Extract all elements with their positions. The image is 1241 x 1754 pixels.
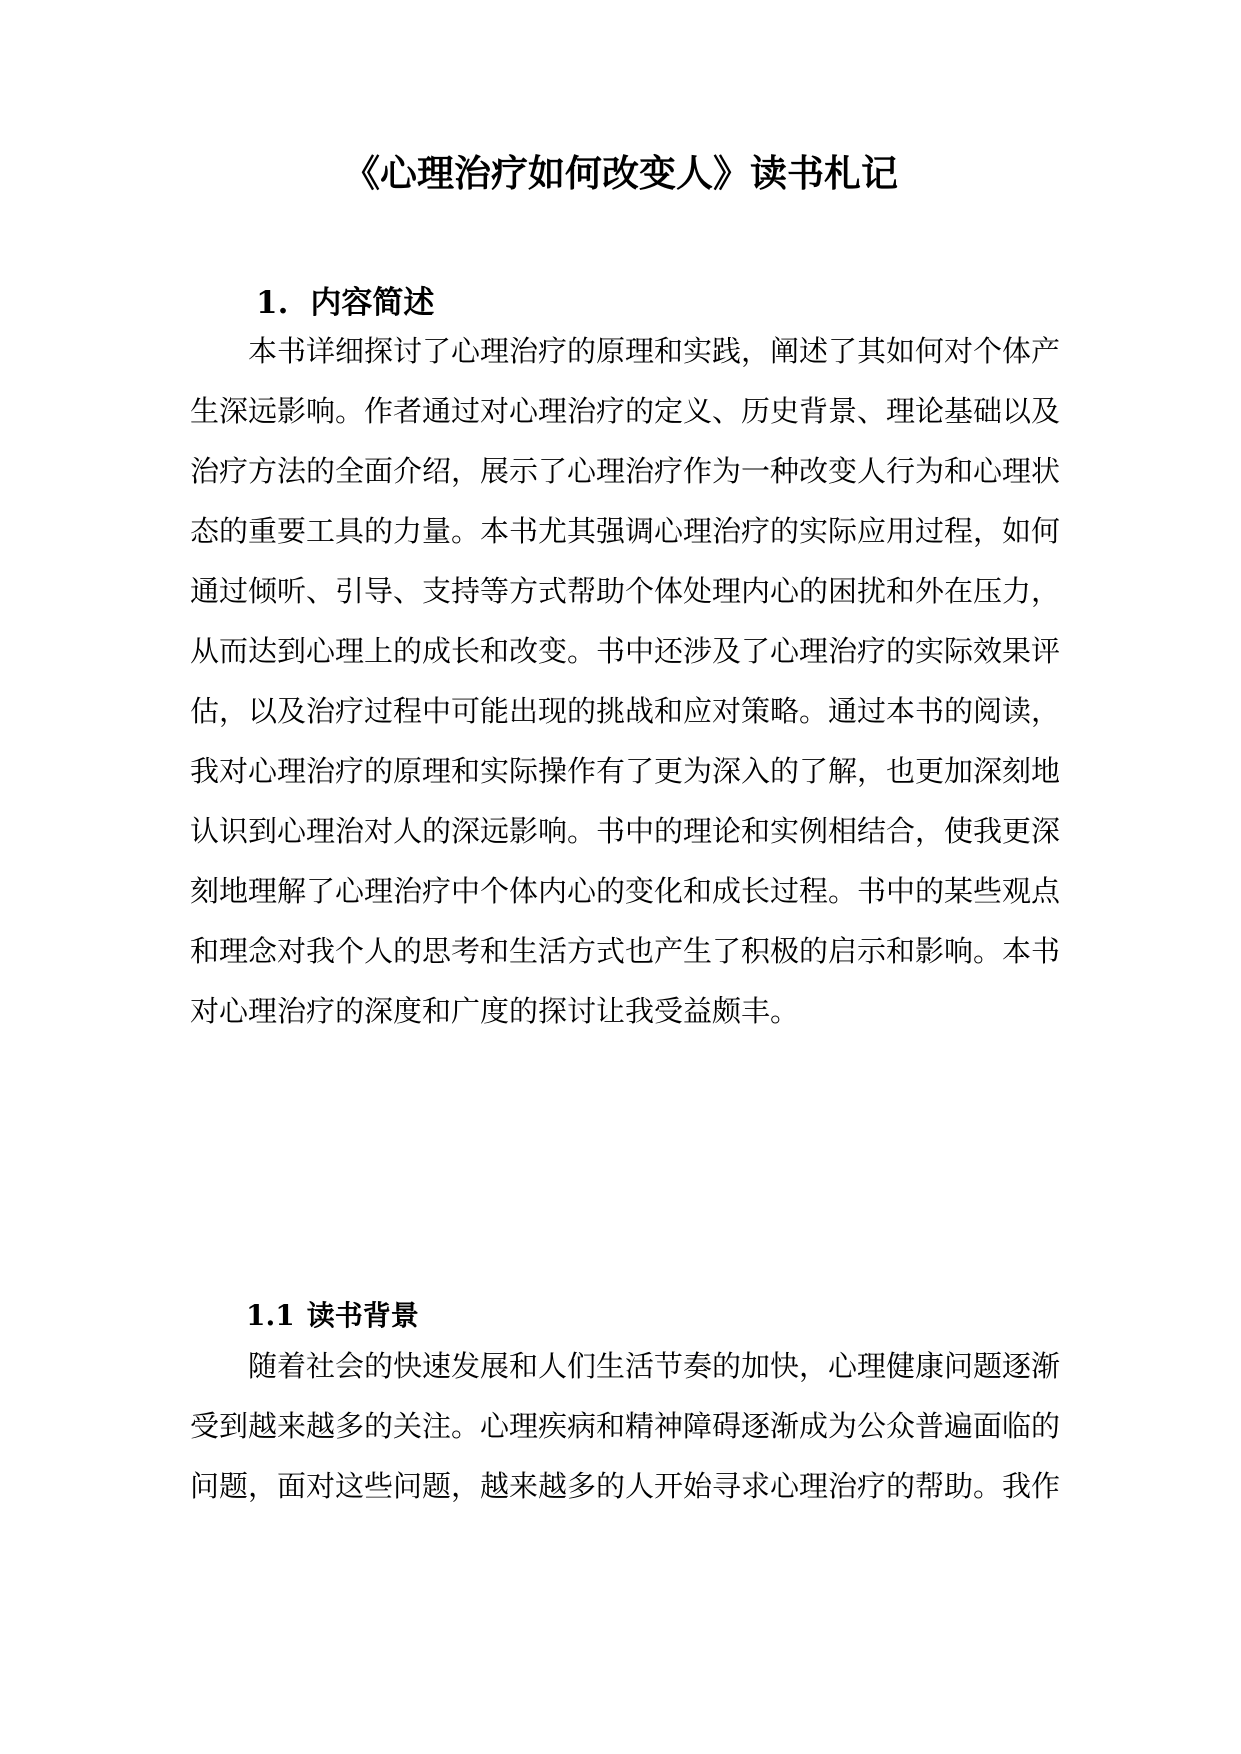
- section-heading-text: 内容简述: [310, 285, 435, 321]
- paragraph-line: 刻地理解了心理治疗中个体内心的变化和成长过程。书中的某些观点: [190, 874, 1060, 908]
- paragraph-line: 估，以及治疗过程中可能出现的挑战和应对策略。通过本书的阅读，: [190, 694, 1060, 728]
- paragraph-line: 生深远影响。作者通过对心理治疗的定义、历史背景、理论基础以及: [190, 394, 1060, 428]
- paragraph-line: 和理念对我个人的思考和生活方式也产生了积极的启示和影响。本书: [190, 934, 1060, 968]
- paragraph-line: 治疗方法的全面介绍，展示了心理治疗作为一种改变人行为和心理状: [190, 454, 1060, 488]
- paragraph-line: 态的重要工具的力量。本书尤其强调心理治疗的实际应用过程，如何: [190, 514, 1060, 548]
- paragraph-line: 问题，面对这些问题，越来越多的人开始寻求心理治疗的帮助。我作: [190, 1469, 1060, 1503]
- section-heading-1: [256, 281, 434, 325]
- subsection-heading-text: 读书背景: [306, 1299, 419, 1332]
- paragraph-line: 我对心理治疗的原理和实际操作有了更为深入的了解，也更加深刻地: [190, 754, 1060, 788]
- paragraph-line: 随着社会的快速发展和人们生活节奏的加快，心理健康问题逐渐: [248, 1349, 1060, 1383]
- paragraph-line: 从而达到心理上的成长和改变。书中还涉及了心理治疗的实际效果评: [190, 634, 1060, 668]
- section-1-1-paragraph: [190, 1336, 1060, 1516]
- paragraph-line: 通过倾听、引导、支持等方式帮助个体处理内心的困扰和外在压力，: [190, 574, 1060, 608]
- paragraph-line: 对心理治疗的深度和广度的探讨让我受益颇丰。: [190, 994, 800, 1028]
- document-title: 《心理治疗如何改变人》读书札记: [343, 151, 898, 195]
- section-number: 1.: [256, 285, 289, 321]
- section-1-paragraph: [190, 321, 1060, 1041]
- paragraph-line: 认识到心理治对人的深远影响。书中的理论和实例相结合，使我更深: [190, 814, 1060, 848]
- subsection-number: 1.1: [246, 1299, 295, 1332]
- section-heading-1-1: [246, 1296, 419, 1336]
- paragraph-line: 本书详细探讨了心理治疗的原理和实践，阐述了其如何对个体产: [248, 334, 1060, 368]
- paragraph-line: 受到越来越多的关注。心理疾病和精神障碍逐渐成为公众普遍面临的: [190, 1409, 1060, 1443]
